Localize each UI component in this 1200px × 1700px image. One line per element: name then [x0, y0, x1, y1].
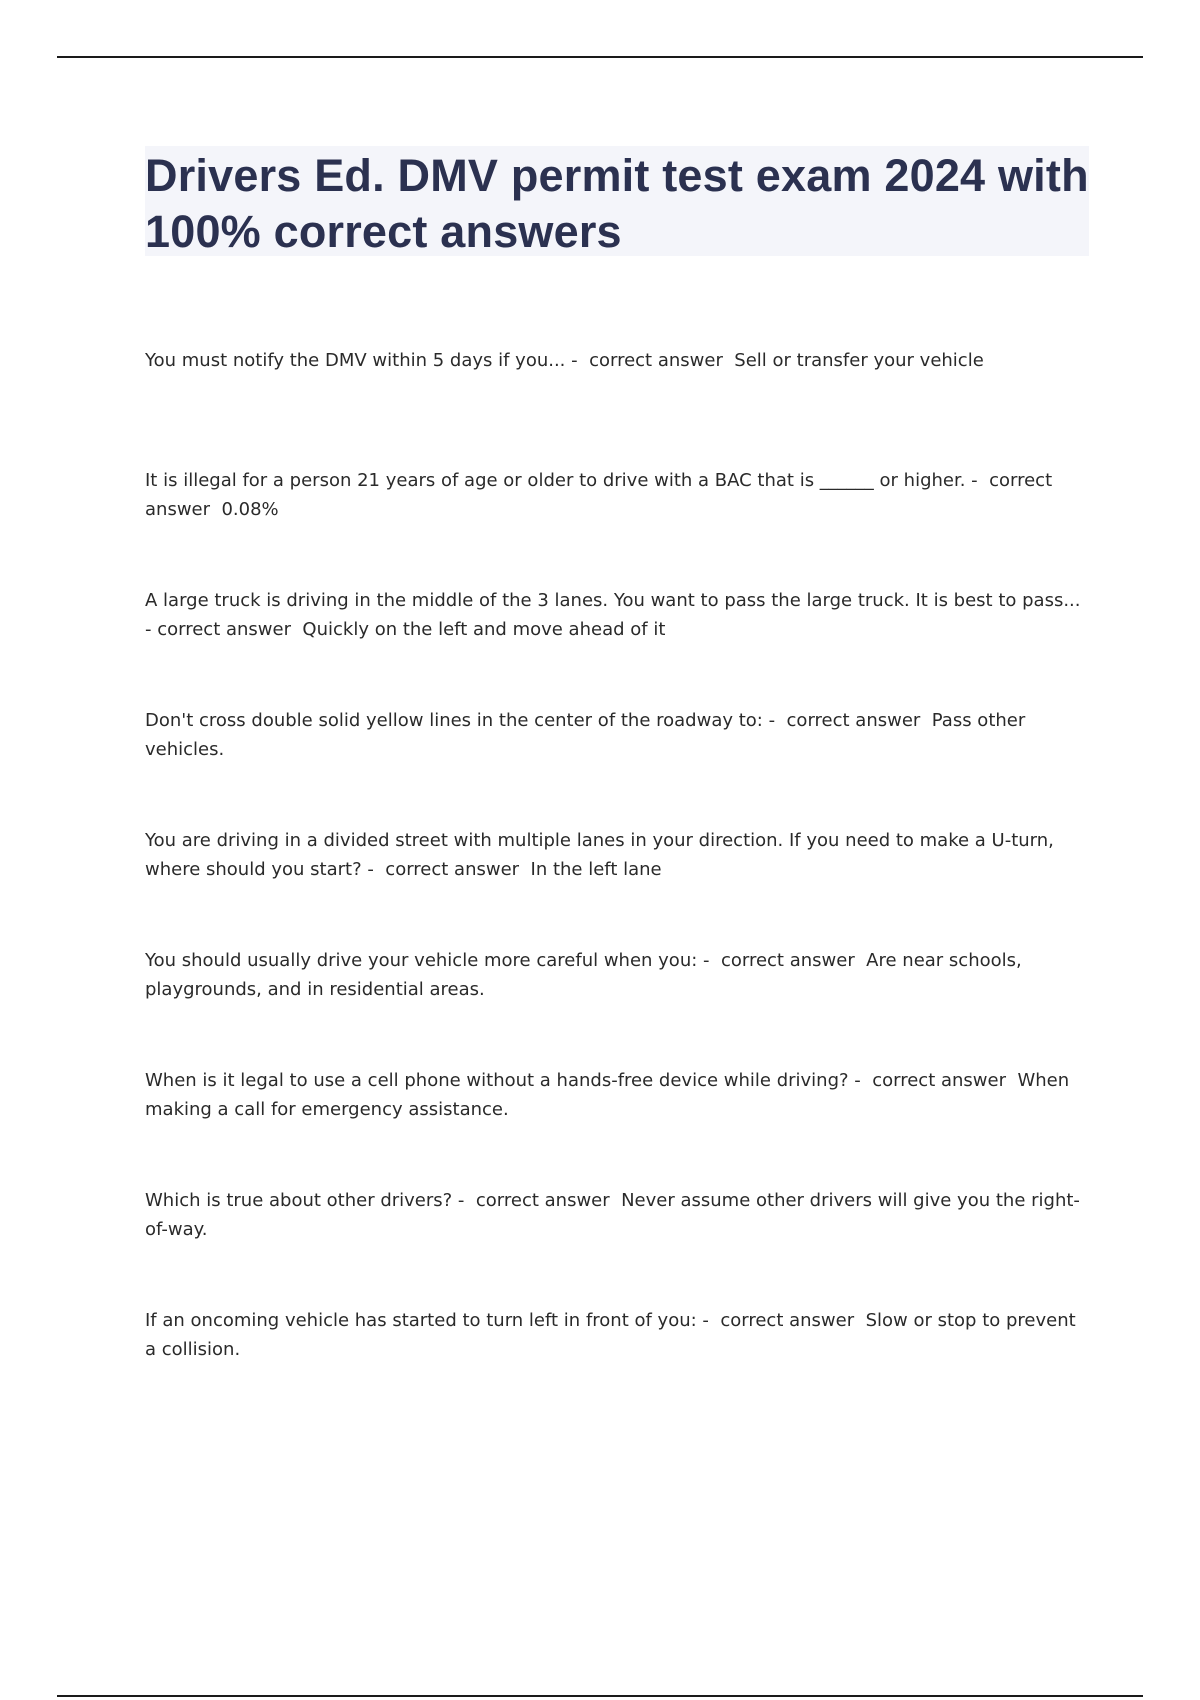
bottom-rule	[57, 1695, 1143, 1697]
answer-text: When making a call for emergency assistance.	[145, 1070, 1075, 1120]
answer-label: correct answer	[583, 350, 729, 371]
answer-label: correct answer	[866, 1070, 1012, 1091]
answer-label: correct answer	[379, 859, 525, 880]
answer-label: correct answer	[157, 619, 297, 640]
question-text: You must notify the DMV within 5 days if you... -	[145, 350, 584, 371]
answer-label: correct answer	[715, 950, 861, 971]
answer-label: correct answer	[470, 1190, 616, 1211]
question-text: You should usually drive your vehicle more careful when you: -	[145, 950, 716, 971]
qa-item	[145, 466, 1085, 586]
top-rule	[57, 56, 1143, 58]
answer-text: Are near schools, playgrounds, and in residential areas.	[145, 950, 1028, 1000]
question-text: When is it legal to use a cell phone without a hands-free device while driving? -	[145, 1070, 867, 1091]
answer-label: correct answer	[780, 710, 927, 731]
qa-item	[145, 706, 1085, 826]
question-text: You are driving in a divided street with multiple lanes in your direction. If you need to make a U-turn, where should you start? -	[145, 830, 1060, 880]
answer-text: Quickly on the left and move ahead of it	[296, 619, 666, 640]
question-text: Don't cross double solid yellow lines in the center of the roadway to: -	[145, 710, 781, 731]
qa-item	[145, 1066, 1085, 1186]
qa-list	[145, 346, 1085, 1426]
qa-item	[145, 826, 1085, 946]
answer-label: correct answer	[714, 1310, 860, 1331]
question-text: If an oncoming vehicle has started to turn left in front of you: -	[145, 1310, 715, 1331]
answer-text: Never assume other drivers will give you the right-of-way.	[145, 1190, 1080, 1240]
document-title: Drivers Ed. DMV permit test exam 2024 with 100% correct answers	[145, 150, 1089, 257]
question-text: Which is true about other drivers? -	[145, 1190, 471, 1211]
qa-item	[145, 1186, 1085, 1306]
question-text: A large truck is driving in the middle of the 3 lanes. You want to pass the large truck. It is best to pass... -	[145, 590, 1087, 640]
qa-item	[145, 346, 1085, 466]
qa-item	[145, 586, 1085, 706]
answer-text: In the left lane	[524, 859, 662, 880]
answer-text: 0.08%	[215, 499, 279, 520]
title-block	[145, 146, 1089, 256]
answer-text: Slow or stop to prevent a collision.	[145, 1310, 1082, 1360]
answer-text: Sell or transfer your vehicle	[728, 350, 984, 371]
answer-label: correct answer	[145, 470, 1058, 520]
answer-text: Pass other vehicles.	[145, 710, 1031, 760]
question-text: It is illegal for a person 21 years of age or older to drive with a BAC that is ______ or higher. -	[145, 470, 984, 491]
qa-item	[145, 946, 1085, 1066]
qa-item	[145, 1306, 1085, 1426]
